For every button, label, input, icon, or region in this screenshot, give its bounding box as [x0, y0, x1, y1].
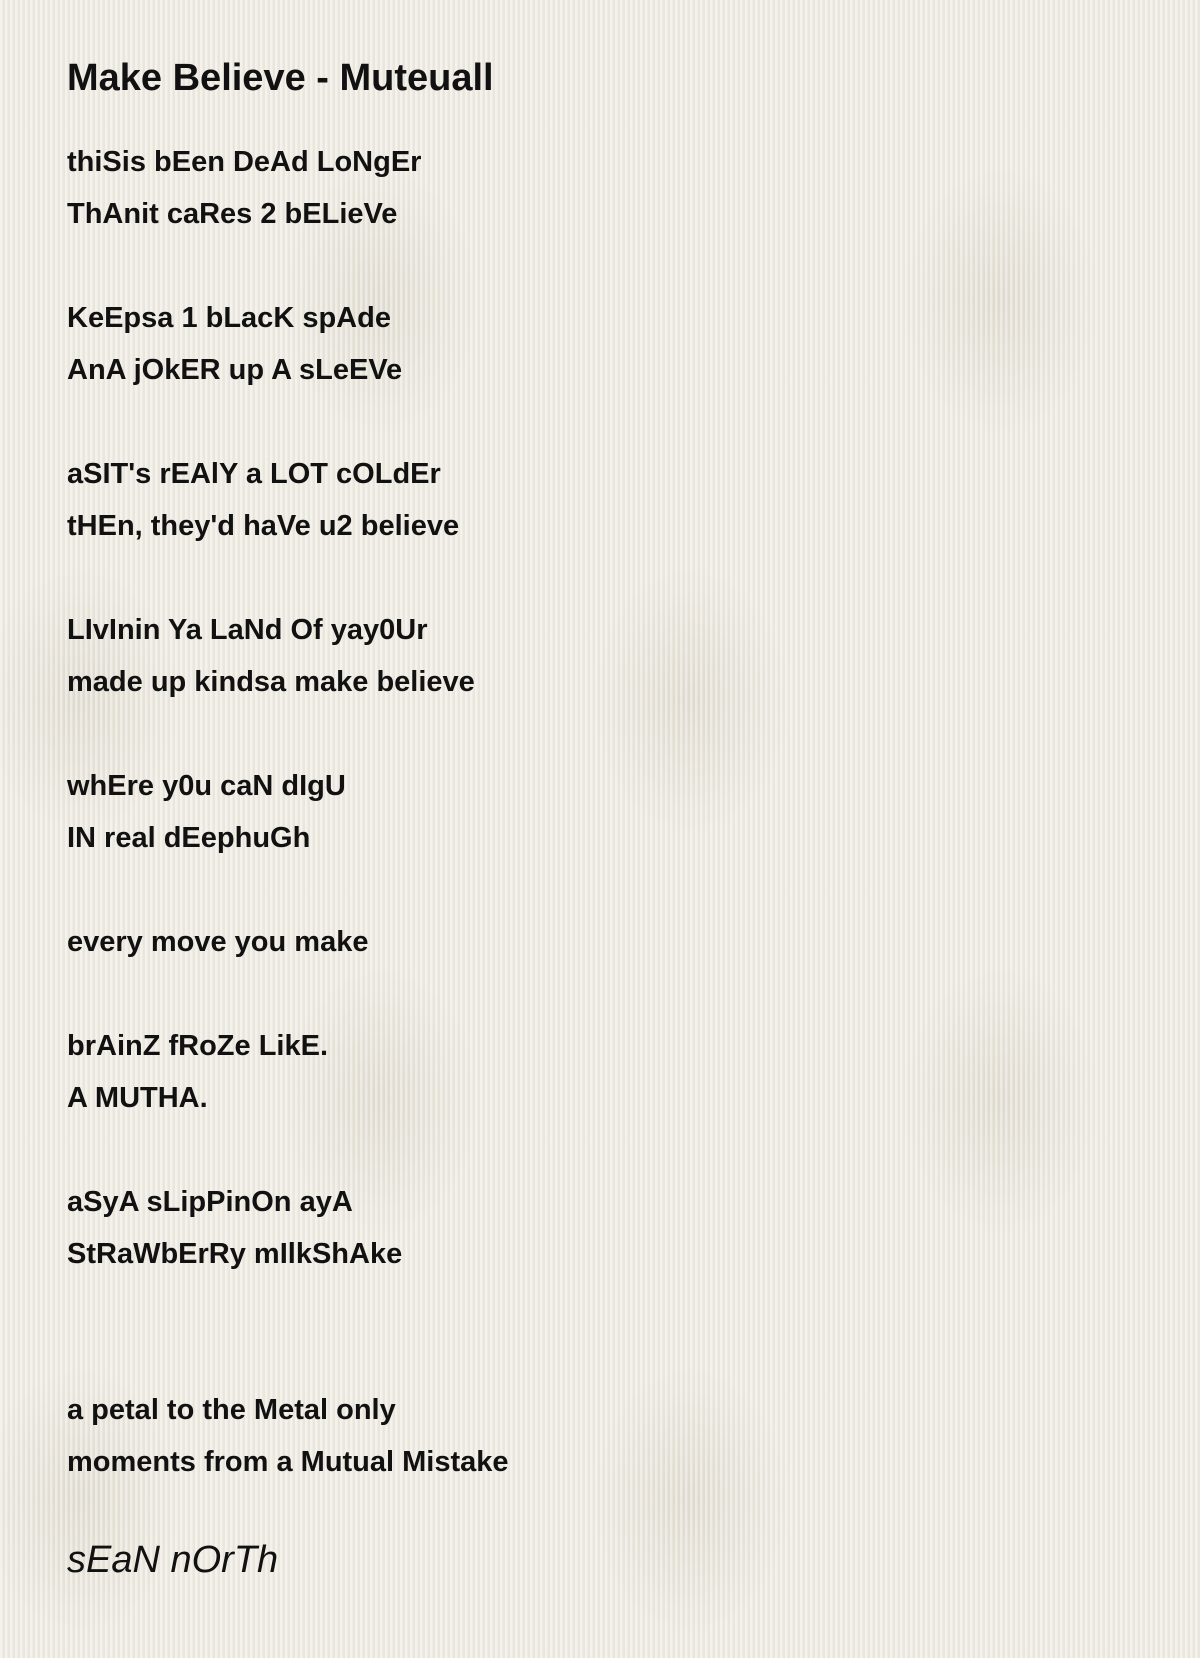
stanza-1 — [67, 136, 1147, 240]
poem-line: thiSis bEen DeAd LoNgEr — [67, 146, 422, 178]
stanza-6 — [67, 916, 1147, 968]
stanza-4 — [67, 604, 1147, 708]
poem-container — [67, 48, 1147, 1588]
stanza-2 — [67, 292, 1147, 396]
poem-line: AnA jOkER up A sLeEVe — [67, 354, 403, 386]
poem-line: every move you make — [67, 926, 369, 958]
poem-line: KeEpsa 1 bLacK spAde — [67, 302, 391, 334]
poem-author: sEaN nOrTh — [67, 1539, 279, 1581]
poem-line: brAinZ fRoZe LikE. — [67, 1030, 328, 1062]
stanza-3 — [67, 448, 1147, 552]
poem-line: moments from a Mutual Mistake — [67, 1446, 509, 1478]
poem-line: made up kindsa make believe — [67, 666, 475, 698]
poem-line: IN real dEephuGh — [67, 822, 311, 854]
poem-line: tHEn, they'd haVe u2 believe — [67, 510, 460, 542]
poem-line: ThAnit caRes 2 bELieVe — [67, 198, 398, 230]
poem-line: aSyA sLipPinOn ayA — [67, 1186, 353, 1218]
stanza-8 — [67, 1176, 1147, 1280]
poem-line: aSIT's rEAlY a LOT cOLdEr — [67, 458, 441, 490]
poem-line: A MUTHA. — [67, 1082, 208, 1114]
stanza-5 — [67, 760, 1147, 864]
poem-line: a petal to the Metal only — [67, 1394, 396, 1426]
poem-line: StRaWbErRy mIlkShAke — [67, 1238, 403, 1270]
poem-line: LIvInin Ya LaNd Of yay0Ur — [67, 614, 428, 646]
stanza-7 — [67, 1020, 1147, 1124]
poem-title: Make Believe - Muteuall — [67, 57, 494, 99]
poem-line: whEre y0u caN dIgU — [67, 770, 346, 802]
stanza-9 — [67, 1384, 1147, 1488]
